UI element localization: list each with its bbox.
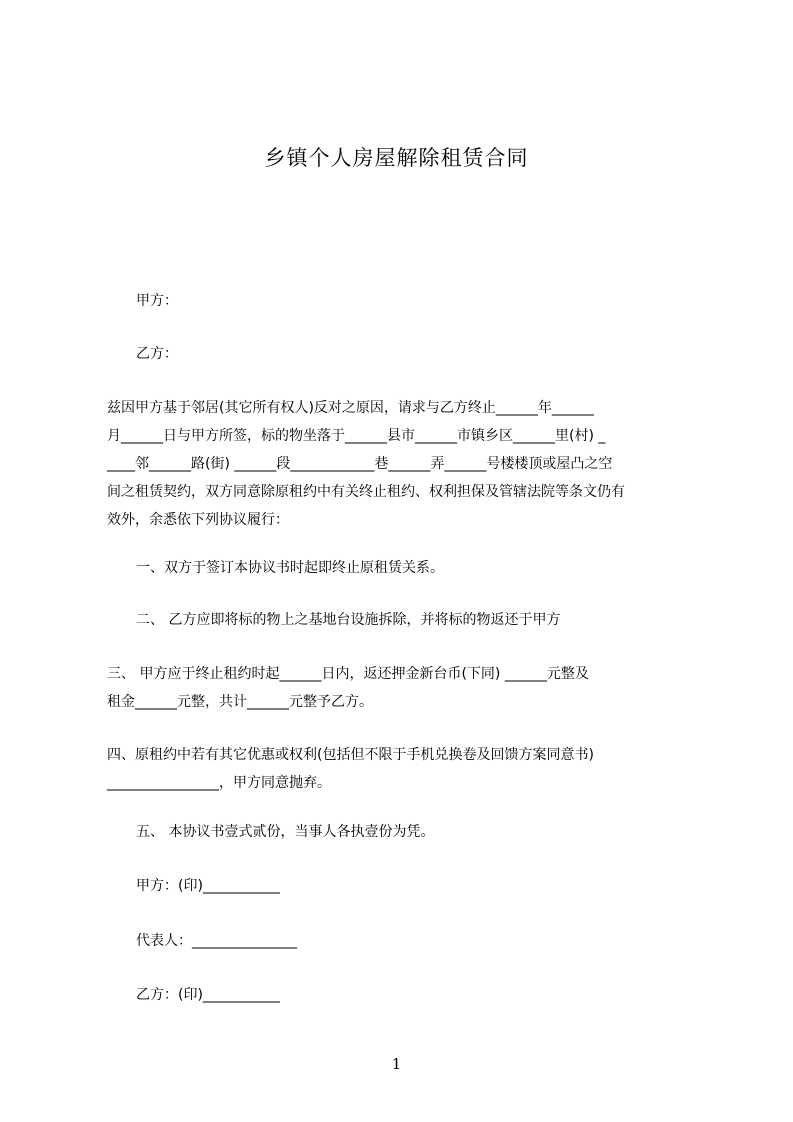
clause-4 [107, 741, 701, 797]
clause-3 [107, 660, 701, 716]
intro-line: 月______日与甲方所签，标的物坐落于______县市______市镇乡区______里(村) _ [107, 428, 606, 444]
clause-3-line: 租金______元整，共计______元整予乙方。 [107, 694, 373, 710]
clause-4-line: ________________，甲方同意抛弃。 [107, 775, 331, 791]
intro-line: 兹因甲方基于邻居(其它所有权人)反对之原因，请求与乙方终止______年______ [107, 400, 594, 416]
intro-paragraph [107, 394, 701, 534]
clause-3-line: 三、 甲方应于终止租约时起______日内，返还押金新台币(下同) ______元整及 [107, 666, 589, 682]
intro-line: ____邻______路(街) ______段____________巷______弄______号楼楼顶或屋凸之空 [107, 456, 613, 472]
intro-line: 效外，余悉依下列协议履行： [107, 512, 289, 528]
clause-1: 一、双方于签订本协议书时起即终止原租赁关系。 [136, 560, 444, 576]
signature-party-a: 甲方：(印)___________ [136, 878, 280, 894]
clause-4-line: 四、原租约中若有其它优惠或权利(包括但不限于手机兑换卷及回馈方案同意书) [107, 747, 594, 763]
party-a-label: 甲方： [136, 293, 178, 309]
clause-5: 五、 本协议书壹式贰份，当事人各执壹份为凭。 [136, 824, 435, 840]
party-b-label: 乙方： [136, 346, 178, 362]
page-number: 1 [391, 1055, 402, 1073]
document-title: 乡镇个人房屋解除租赁合同 [264, 146, 529, 170]
intro-line: 间之租赁契约，双方同意除原租约中有关终止租约、权利担保及管辖法院等条文仍有 [107, 484, 625, 500]
clause-2: 二、 乙方应即将标的物上之基地台设施拆除，并将标的物返还于甲方 [136, 612, 561, 628]
signature-representative: 代表人：_______________ [136, 933, 297, 949]
signature-party-b: 乙方：(印)___________ [136, 987, 280, 1003]
